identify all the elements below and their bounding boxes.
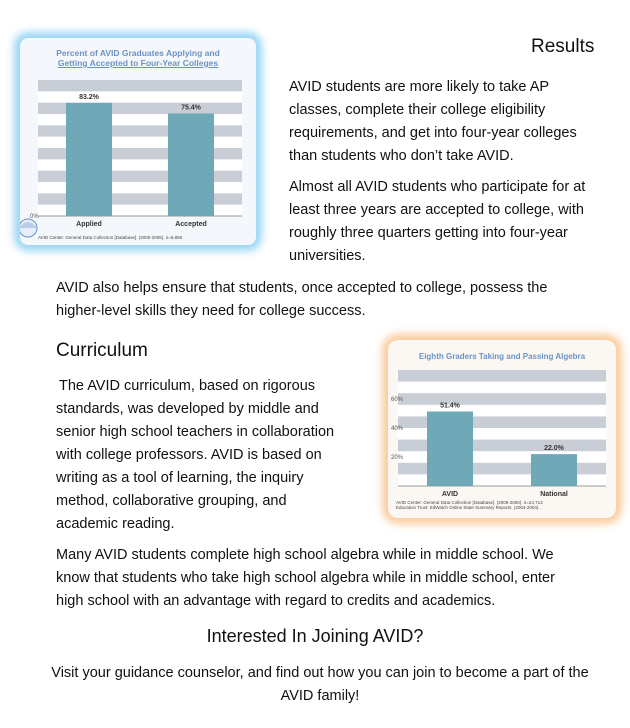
curriculum-heading: Curriculum	[56, 340, 148, 361]
join-heading: Interested In Joining AVID?	[206, 626, 424, 646]
results-para-1: AVID students are more likely to take AP classes, complete their college eligibility requirements, and get into four-year colleges than students who don’t take AVID.	[289, 79, 577, 164]
bar-national	[531, 454, 577, 486]
value-label: 83.2%	[79, 93, 99, 101]
y-tick-label: 20%	[391, 455, 404, 461]
college-acceptance-chart	[20, 38, 256, 245]
chart2-plot	[388, 340, 616, 518]
bar-avid	[427, 411, 473, 486]
value-label: 51.4%	[440, 402, 460, 410]
algebra-chart	[388, 340, 616, 518]
results-para-2: Almost all AVID students who participate for at least three years are accepted to college, with roughly three quarters getting into four-year universities.	[289, 179, 586, 264]
curriculum-paragraph: The AVID curriculum, based on rigorous standards, was developed by middle and senior high school teachers in collaboration with college professors. AVID is based on writing as a tool of learning, the inquiry method, collaborative grouping, and academic reading.	[56, 378, 335, 532]
skills-paragraph: AVID also helps ensure that students, once accepted to college, possess the higher-level skills they need for college success.	[56, 280, 548, 319]
value-label: 22.0%	[544, 445, 564, 453]
grid-band	[398, 370, 606, 382]
category-label: Applied	[76, 221, 102, 228]
category-label: National	[540, 491, 568, 498]
category-label: AVID	[441, 491, 459, 498]
algebra-paragraph: Many AVID students complete high school algebra while in middle school. We know that students who take high school algebra while in middle school, enter high school with an advantage with regard to credits and academics.	[56, 547, 555, 609]
chart1-plot	[20, 38, 256, 245]
grid-band	[398, 393, 606, 405]
chart1-source: AVID Center: General Data Collection [Database]. (2005-2006). n=8,855	[38, 235, 183, 240]
category-label: Accepted	[175, 221, 207, 228]
y-tick-label: 40%	[391, 426, 404, 432]
chart2-source	[396, 500, 611, 510]
y-tick-label: 60%	[391, 397, 404, 403]
chart1-title-line2: Getting Accepted to Four-Year Colleges	[57, 58, 219, 68]
chart2-source-line2: Education Trust: EdWatch Online State Summary Reports. (2003-2004).	[396, 505, 540, 510]
value-label: 75.4%	[181, 104, 201, 112]
bar-accepted	[168, 113, 214, 216]
join-paragraph: Visit your guidance counselor, and find out how you can join to become a part of the AVID family!	[51, 665, 589, 704]
chart1-title-line1: Percent of AVID Graduates Applying and	[56, 48, 220, 58]
bar-applied	[66, 103, 112, 216]
y-tick-label: 0%	[30, 214, 39, 220]
chart2-title: Eighth Graders Taking and Passing Algebra	[418, 352, 586, 361]
grid-band	[38, 80, 242, 91]
chart2-source-line1: AVID Center: General Data Collection [Database]. (2005-2006). n=24,713	[396, 500, 543, 505]
results-heading: Results	[531, 36, 595, 57]
